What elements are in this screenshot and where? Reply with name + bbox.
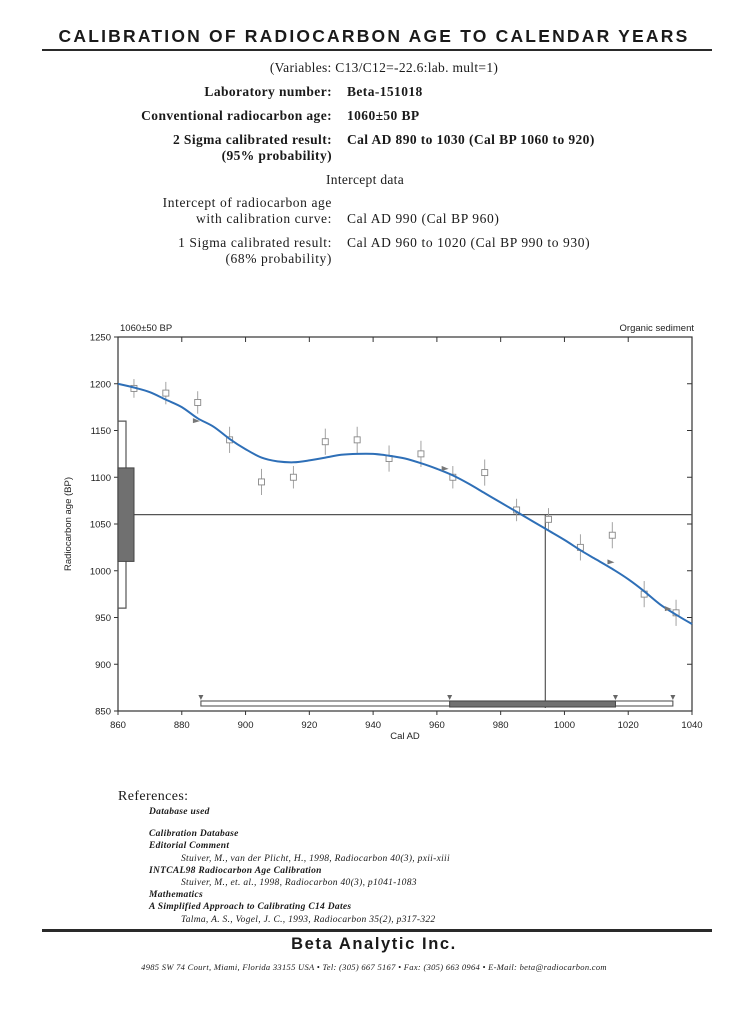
intercept-value: Cal AD 990 (Cal BP 960) bbox=[347, 211, 500, 226]
reference-line: INTCAL98 Radiocarbon Age Calibration bbox=[149, 865, 322, 876]
range-marker bbox=[447, 695, 452, 700]
reference-line: Stuiver, M., et. al., 1998, Radiocarbon 40(3), p1041-1083 bbox=[181, 878, 417, 888]
x-tick-label: 1000 bbox=[553, 720, 576, 731]
x-tick-label: 1020 bbox=[617, 720, 639, 731]
data-point bbox=[290, 474, 296, 480]
calibration-chart bbox=[0, 310, 748, 750]
x-tick-label: 1040 bbox=[681, 720, 703, 731]
footer-contact: 4985 SW 74 Court, Miami, Florida 33155 USA • Tel: (305) 667 5167 • Fax: (305) 663 0964 • E-Mail: beta@radiocarbon.com bbox=[141, 962, 607, 972]
footer-company: Beta Analytic Inc. bbox=[291, 935, 457, 953]
reference-line: A Simplified Approach to Calibrating C14 Dates bbox=[149, 902, 352, 913]
data-point bbox=[546, 516, 552, 522]
reference-line: Talma, A. S., Vogel, J. C., 1993, Radiocarbon 35(2), p317-322 bbox=[181, 914, 436, 925]
x-tick-label: 880 bbox=[173, 720, 190, 731]
two-sigma-value: Cal AD 890 to 1030 (Cal BP 1060 to 920) bbox=[347, 132, 595, 147]
y-tick-label: 1100 bbox=[90, 472, 111, 484]
x-tick-label: 920 bbox=[301, 720, 318, 731]
conventional-age-value: 1060±50 BP bbox=[347, 108, 420, 123]
data-point bbox=[163, 390, 169, 396]
lab-number-value: Beta-151018 bbox=[347, 84, 423, 99]
y-tick-label: 900 bbox=[95, 659, 111, 671]
curve-arrow bbox=[607, 559, 614, 564]
y-tick-label: 1250 bbox=[89, 332, 111, 344]
range-marker bbox=[670, 695, 675, 700]
two-sigma-probability: (95% probability) bbox=[221, 148, 332, 163]
calibration-curve bbox=[118, 384, 692, 624]
reference-line: Mathematics bbox=[149, 890, 203, 901]
y-tick-label: 1050 bbox=[89, 519, 111, 531]
data-point bbox=[322, 439, 328, 445]
data-point bbox=[354, 437, 360, 443]
intercept-heading: Intercept data bbox=[325, 172, 405, 187]
range-marker bbox=[613, 695, 618, 700]
data-point bbox=[195, 399, 201, 405]
one-sigma-label: 1 Sigma calibrated result: bbox=[178, 235, 332, 250]
data-point bbox=[482, 470, 488, 476]
curve-arrow bbox=[442, 466, 449, 471]
chart-title-right: Organic sediment bbox=[619, 323, 694, 334]
chart-title-left: 1060±50 BP bbox=[120, 323, 173, 334]
y-tick-label: 950 bbox=[95, 613, 111, 624]
y-tick-label: 1200 bbox=[89, 379, 111, 391]
x-tick-label: 940 bbox=[365, 720, 382, 731]
range-marker bbox=[198, 695, 203, 700]
footer-rule bbox=[42, 929, 712, 932]
conventional-age-label: Conventional radiocarbon age: bbox=[141, 108, 332, 123]
reference-line: Calibration Database bbox=[149, 829, 239, 840]
data-point bbox=[609, 532, 615, 538]
one-sigma-range-bar bbox=[450, 701, 616, 707]
data-point bbox=[259, 479, 265, 485]
x-tick-label: 860 bbox=[110, 720, 126, 731]
variables-line: (Variables: C13/C12=-22.6:lab. mult=1) bbox=[269, 60, 499, 75]
references-heading: References: bbox=[118, 789, 189, 804]
y-tick-label: 1150 bbox=[90, 426, 111, 437]
one-sigma-probability: (68% probability) bbox=[225, 251, 332, 266]
intercept-label-2: with calibration curve: bbox=[195, 211, 332, 226]
x-tick-label: 900 bbox=[237, 720, 254, 731]
x-axis-title: Cal AD bbox=[390, 731, 420, 742]
reference-line: Database used bbox=[149, 807, 210, 817]
x-tick-label: 960 bbox=[428, 720, 445, 731]
data-point bbox=[418, 451, 424, 457]
y-axis-title: Radiocarbon age (BP) bbox=[63, 477, 74, 571]
two-sigma-label: 2 Sigma calibrated result: bbox=[172, 132, 332, 147]
intercept-label: Intercept of radiocarbon age bbox=[162, 195, 332, 210]
x-tick-label: 980 bbox=[492, 720, 509, 731]
reference-line: Editorial Comment bbox=[149, 841, 230, 852]
one-sigma-age-box bbox=[118, 468, 134, 562]
reference-line: Stuiver, M., van der Plicht, H., 1998, Radiocarbon 40(3), pxii-xiii bbox=[181, 853, 450, 864]
one-sigma-value: Cal AD 960 to 1020 (Cal BP 990 to 930) bbox=[347, 235, 591, 250]
header-rule bbox=[42, 49, 712, 51]
y-tick-label: 1000 bbox=[89, 566, 111, 578]
y-tick-label: 850 bbox=[95, 706, 111, 718]
plot-frame bbox=[118, 337, 692, 711]
page-title: CALIBRATION OF RADIOCARBON AGE TO CALENDAR YEARS bbox=[58, 26, 690, 46]
lab-number-label: Laboratory number: bbox=[204, 84, 332, 99]
